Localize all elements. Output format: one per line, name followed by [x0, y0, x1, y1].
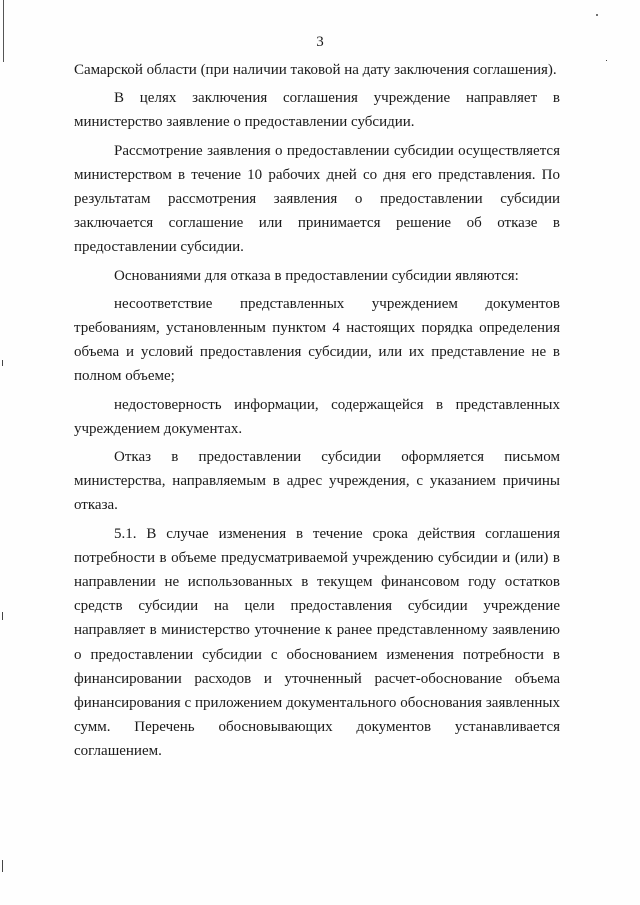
scan-edge-mark: [2, 360, 3, 366]
scan-speck: [606, 60, 607, 61]
paragraph-application-review: Рассмотрение заявления о предоставлении субсидии осуществляется министерством в течение 10 рабочих дней со дня его представления. По результатам рассмотрения заявления о предоставлении субсидии заключается соглашение или принимается решение об отказе в предоставлении субсидии.: [74, 142, 560, 256]
scan-edge-mark: [3, 0, 4, 62]
document-body: [74, 58, 560, 768]
paragraph-clause-5-1: 5.1. В случае изменения в течение срока действия соглашения потребности в объеме предусматриваемой учреждению субсидии и (или) в направлении не использованных в текущем финансовом году остатков средств субсидии на цели предоставления субсидии учреждение направляет в министерство уточнение к ранее представленному заявлению о предоставлении субсидии с обоснованием изменения потребности в финансировании расходов и уточненный расчет-обоснование объема финансирования с приложением документального обоснования заявленных сумм. Перечень обосновывающих документов устанавливается соглашением.: [74, 525, 560, 760]
scan-edge-mark: [2, 860, 3, 872]
paragraph-refusal-ground-2: недостоверность информации, содержащейся в представленных учреждением документах.: [74, 396, 560, 437]
paragraph-refusal-letter: Отказ в предоставлении субсидии оформляется письмом министерства, направляемым в адрес учреждения, с указанием причины отказа.: [74, 449, 560, 514]
page-number: 3: [316, 34, 324, 50]
scan-edge-mark: [2, 612, 3, 620]
paragraph-continuation: Самарской области (при наличии таковой на дату заключения соглашения).: [74, 62, 557, 78]
paragraph-refusal-ground-1: несоответствие представленных учреждением документов требованиям, установленным пунктом 4 настоящих порядка определения объема и условий предоставления субсидии, или их представление не в полном объеме;: [74, 295, 560, 385]
paragraph-application-submission: В целях заключения соглашения учреждение направляет в министерство заявление о предоставлении субсидии.: [74, 90, 560, 131]
paragraph-refusal-grounds-heading: Основаниями для отказа в предоставлении субсидии являются:: [114, 267, 519, 284]
scan-speck: [596, 14, 598, 16]
